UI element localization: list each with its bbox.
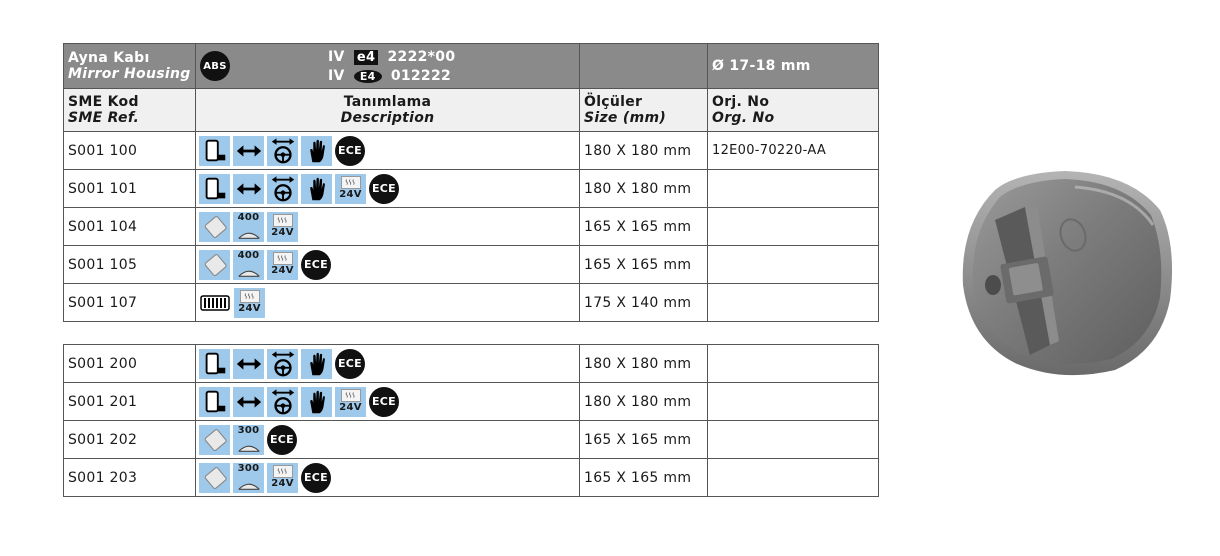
table-row bbox=[64, 132, 879, 170]
col-code-tr: SME Kod bbox=[68, 94, 139, 110]
mirror-glass-icon bbox=[199, 463, 230, 493]
row-icons bbox=[196, 383, 580, 421]
approval-mark-line-2 bbox=[328, 67, 455, 86]
manual-hand-icon bbox=[301, 174, 332, 204]
abs-badge: ABS bbox=[200, 51, 230, 81]
row-org bbox=[708, 459, 879, 497]
col-size-header bbox=[580, 89, 708, 132]
approval-mark-line-1 bbox=[328, 48, 455, 67]
mirror-housing-icon bbox=[199, 387, 230, 417]
mirror-glass-icon bbox=[199, 250, 230, 280]
row-size: 165 X 165 mm bbox=[580, 421, 708, 459]
row-icons bbox=[196, 459, 580, 497]
header-empty-cell bbox=[580, 44, 708, 89]
table-header-row bbox=[64, 44, 879, 89]
heated-24v-icon: 24V bbox=[267, 250, 298, 280]
table-row bbox=[64, 459, 879, 497]
row-org bbox=[708, 383, 879, 421]
heated-24v-icon: 24V bbox=[335, 387, 366, 417]
convex-radius-icon: 300 bbox=[233, 425, 264, 455]
manual-hand-icon bbox=[301, 136, 332, 166]
row-code: S001 200 bbox=[64, 345, 196, 383]
marking-cell bbox=[196, 44, 580, 89]
ece-badge: ECE bbox=[369, 174, 399, 204]
heated-24v-icon: 24V bbox=[267, 212, 298, 242]
col-org-header bbox=[708, 89, 879, 132]
row-icons bbox=[196, 421, 580, 459]
convex-radius-icon: 400 bbox=[233, 250, 264, 280]
mirror-glass-icon bbox=[199, 212, 230, 242]
table-row bbox=[64, 246, 879, 284]
col-size-tr: Ölçüler bbox=[584, 94, 643, 110]
heated-24v-icon: 24V bbox=[335, 174, 366, 204]
approval-class-1: IV bbox=[328, 49, 345, 65]
row-code: S001 100 bbox=[64, 132, 196, 170]
row-org: 12E00-70220-AA bbox=[708, 132, 879, 170]
row-icons bbox=[196, 284, 580, 322]
row-size: 180 X 180 mm bbox=[580, 345, 708, 383]
adjust-arrows-icon bbox=[233, 387, 264, 417]
table-row bbox=[64, 421, 879, 459]
row-icons bbox=[196, 208, 580, 246]
mirror-housing-photo bbox=[955, 165, 1180, 380]
e4-mark-icon: e4 bbox=[354, 50, 378, 65]
col-desc-header bbox=[196, 89, 580, 132]
col-desc-en: Description bbox=[340, 110, 435, 126]
product-name-tr: Ayna Kabı bbox=[68, 50, 150, 66]
ece-badge: ECE bbox=[335, 136, 365, 166]
adjust-arrows-icon bbox=[233, 174, 264, 204]
row-code: S001 101 bbox=[64, 170, 196, 208]
electric-adjust-icon bbox=[267, 136, 298, 166]
table-row bbox=[64, 383, 879, 421]
row-code: S001 107 bbox=[64, 284, 196, 322]
row-code: S001 202 bbox=[64, 421, 196, 459]
heater-grille-icon bbox=[199, 288, 231, 318]
mirror-glass-icon bbox=[199, 425, 230, 455]
col-org-en: Org. No bbox=[712, 110, 775, 126]
col-code-en: SME Ref. bbox=[68, 110, 140, 126]
table-row bbox=[64, 345, 879, 383]
row-org bbox=[708, 284, 879, 322]
row-org bbox=[708, 246, 879, 284]
adjust-arrows-icon bbox=[233, 136, 264, 166]
heated-24v-icon: 24V bbox=[234, 288, 265, 318]
mirror-housing-icon bbox=[199, 349, 230, 379]
ece-badge: ECE bbox=[301, 463, 331, 493]
convex-radius-icon: 400 bbox=[233, 212, 264, 242]
col-code-header bbox=[64, 89, 196, 132]
col-size-en: Size (mm) bbox=[584, 110, 667, 126]
manual-hand-icon bbox=[301, 387, 332, 417]
mirror-housing-icon bbox=[199, 174, 230, 204]
electric-adjust-icon bbox=[267, 174, 298, 204]
ece-badge: ECE bbox=[267, 425, 297, 455]
ece-badge: ECE bbox=[301, 250, 331, 280]
row-size: 165 X 165 mm bbox=[580, 246, 708, 284]
column-header-row bbox=[64, 89, 879, 132]
product-name-cell bbox=[64, 44, 196, 89]
approval-number-2: 012222 bbox=[390, 68, 452, 84]
electric-adjust-icon bbox=[267, 387, 298, 417]
adjust-arrows-icon bbox=[233, 349, 264, 379]
manual-hand-icon bbox=[301, 349, 332, 379]
approval-class-2: IV bbox=[328, 68, 345, 84]
row-code: S001 201 bbox=[64, 383, 196, 421]
heated-24v-icon: 24V bbox=[267, 463, 298, 493]
row-icons bbox=[196, 132, 580, 170]
E4-mark-icon: E4 bbox=[354, 70, 382, 83]
col-desc-tr: Tanımlama bbox=[343, 94, 432, 110]
diameter-cell: Ø 17-18 mm bbox=[708, 44, 879, 89]
row-code: S001 105 bbox=[64, 246, 196, 284]
table-row bbox=[64, 284, 879, 322]
electric-adjust-icon bbox=[267, 349, 298, 379]
row-code: S001 104 bbox=[64, 208, 196, 246]
mirror-housing-icon bbox=[199, 136, 230, 166]
row-org bbox=[708, 208, 879, 246]
row-size: 180 X 180 mm bbox=[580, 170, 708, 208]
row-code: S001 203 bbox=[64, 459, 196, 497]
row-icons bbox=[196, 345, 580, 383]
row-size: 165 X 165 mm bbox=[580, 459, 708, 497]
ece-badge: ECE bbox=[369, 387, 399, 417]
col-org-tr: Orj. No bbox=[712, 94, 770, 110]
row-size: 175 X 140 mm bbox=[580, 284, 708, 322]
approval-number-1: 2222*00 bbox=[387, 49, 456, 65]
row-org bbox=[708, 345, 879, 383]
row-size: 165 X 165 mm bbox=[580, 208, 708, 246]
table-row bbox=[64, 208, 879, 246]
row-size: 180 X 180 mm bbox=[580, 132, 708, 170]
row-org bbox=[708, 170, 879, 208]
row-size: 180 X 180 mm bbox=[580, 383, 708, 421]
convex-radius-icon: 300 bbox=[233, 463, 264, 493]
spec-table-bottom bbox=[63, 344, 879, 497]
spec-table-top bbox=[63, 43, 879, 322]
row-org bbox=[708, 421, 879, 459]
table-row bbox=[64, 170, 879, 208]
row-icons bbox=[196, 246, 580, 284]
row-icons bbox=[196, 170, 580, 208]
ece-badge: ECE bbox=[335, 349, 365, 379]
product-name-en: Mirror Housing bbox=[68, 66, 191, 82]
